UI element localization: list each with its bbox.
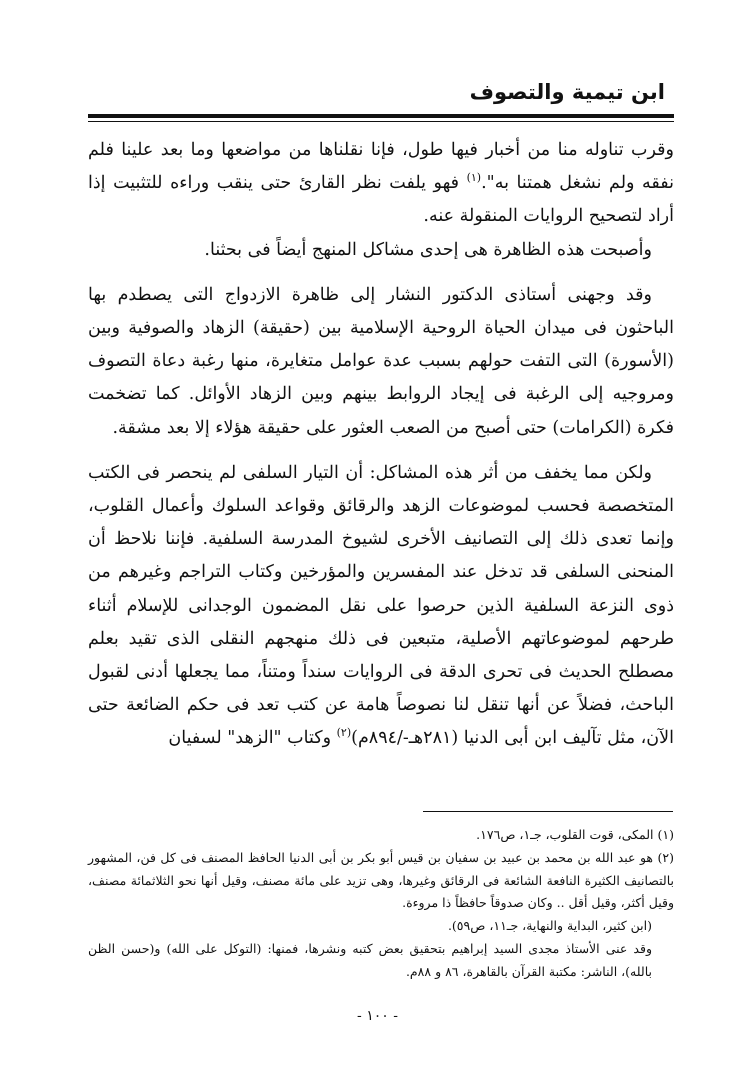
header-rule-thin [88, 121, 674, 122]
footnote-ref-1: (١) [466, 171, 482, 185]
footnote-2-note: وقد عنى الأستاذ مجدى السيد إبراهيم بتحقيق بعض كتبه ونشرها، فمنها: (التوكل على الله) و(حسن الظن بالله)، الناشر: مكتبة القرآن بالقاهرة، ٨٦ و ٨٨م. [88, 940, 652, 979]
paragraph-4-text-cont: وكتاب "الزهد" لسفيان [168, 728, 337, 749]
footnote-2-source: (ابن كثير، البداية والنهاية، جـ١١، ص٥٩). [447, 918, 652, 934]
running-header-title: ابن تيمية والتصوف [469, 80, 665, 104]
paragraph-1 [88, 134, 674, 234]
header-rule-thick [88, 114, 674, 118]
paragraph-1-text: وقرب تناوله منا من أخبار فيها طول، فإنا نقلناها من مواضعها وما بعد علينا فلم نفقه ولم نشغل همتنا به". [88, 140, 674, 194]
main-body-text [88, 134, 674, 756]
paragraph-3: وقد وجهنى أستاذى الدكتور النشار إلى ظاهرة الازدواج التى يصطدم بها الباحثون فى ميدان الحياة الروحية الإسلامية بين (حقيقة) الزهاد والصوفية وبين (الأسورة) التى التفت حولهم بسبب عدة عوامل متغايرة، منها رغبة دعاة التصوف ومروجيه إلى الرغبة فى إيجاد الروابط بينهم وبين الزهاد الأوائل. كما تضخمت فكرة (الكرامات) حتى أصبح من الصعب العثور على حقيقة هؤلاء إلا بعد مشقة. [88, 284, 674, 438]
footnote-ref-2: (٢) [336, 726, 352, 740]
footnote-1: (١) المكى، قوت القلوب، جـ١، ص١٧٦. [476, 827, 674, 842]
footnote-2: (٢) هو عبد الله بن محمد بن عبيد بن سفيان بن قيس أبو بكر بن أبى الدنيا الحافظ المصنف فى كل فن، المشهور بالتصانيف الكثيرة النافعة الشائعة فى الرقائق وغيرها، وهى تزيد على مائة مصنف، وقيل أنها نحو الثلاثمائة مصنف، وقيل أكثر، وقيل أقل .. وكان صدوقاً حافظاً ذا مروءة. [88, 849, 674, 911]
footnotes-block [88, 824, 674, 984]
paragraph-4-text: ولكن مما يخفف من أثر هذه المشاكل: أن التيار السلفى لم ينحصر فى الكتب المتخصصة فحسب لموضوعات الزهد والرقائق وقواعد السلوك وأعمال القلوب، وإنما تعدى ذلك إلى التصانيف الأخرى لشيوخ المدرسة السلفية. فإننا نلاحظ أن المنحنى السلفى قد تدخل عند المفسرين والمؤرخين وكتاب التراجم وغيرهم من ذوى النزعة السلفية الذين حرصوا على نقل المضمون الوجدانى للإسلام أثناء طرحهم لموضوعاتهم الأصلية، متبعين فى ذلك منهجهم النقلى الذى تقيد بعلم مصطلح الحديث فى تحرى الدقة فى الروايات سنداً ومتناً، مما يجعلها أدنى لقبول الباحث، فضلاً عن أنها تنقل لنا نصوصاً هامة عن كتب تعد فى حكم الضائعة حتى الآن، مثل تآليف ابن أبى الدنيا (٢٨١هـ-/٨٩٤م) [88, 462, 674, 749]
paragraph-1-text-cont: فهو يلفت نظر القارئ حتى ينقب وراءه للتثبيت إذا أراد لتصحيح الروايات المنقولة عنه. [88, 173, 674, 227]
paragraph-4 [88, 457, 674, 756]
footnote-separator [423, 811, 673, 812]
paragraph-2: وأصبحت هذه الظاهرة هى إحدى مشاكل المنهج أيضاً فى بحثنا. [204, 239, 652, 260]
page-number: - ١٠٠ - [357, 1008, 398, 1024]
